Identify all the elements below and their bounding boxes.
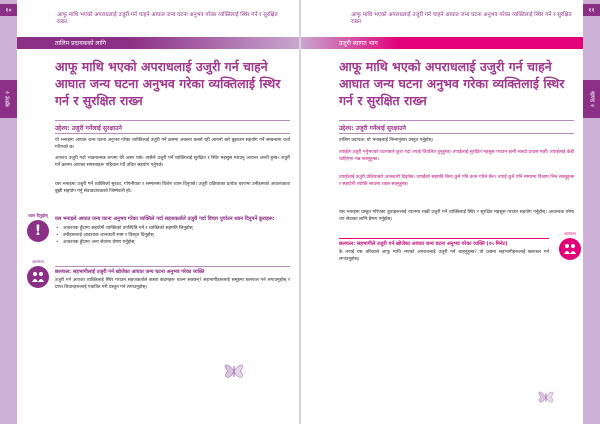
- group-discussion-icon: [27, 259, 49, 288]
- right-running-header: आफू माथि भएको अपराधलाई उजुरी गर्न चाहने आघात जन्य घटना अनुभव गरेका व्यक्तिलाई स्थिर गर्न र सुरक्षित राख्न: [351, 12, 572, 25]
- right-section-tab: खण्ड २: [583, 80, 600, 118]
- alert-icon-caption: ध्यान दिनुहोस्: [28, 213, 48, 218]
- right-discussion-box: [339, 231, 576, 262]
- left-bullet-list: [55, 225, 290, 246]
- discussion-icon-caption: छलफल: [564, 231, 576, 236]
- left-running-header: आफू माथि भएको अपराधलाई उजुरी गर्न चाहने आघात जन्य घटना अनुभव गरेका व्यक्तिलाई स्थिर गर्न र सुरक्षित राख्न: [57, 12, 278, 25]
- left-paragraph-3: यस भनाइमा उजुरी गर्ने व्यक्तिको सुरक्षा, गोपनीयता र सम्मानमा विशेष ध्यान दिनुपर्छ। उजुरी प्रक्रियाका प्रत्येक चरणमा उनीहरूको आवश्यकता बुझी सहयोग गर्नु सेवाप्रदायकको जिम्मेवारी हो।: [55, 182, 290, 194]
- left-page-number: १०: [0, 4, 17, 16]
- left-section-bar: तालिम प्रदायकको लागि: [17, 37, 299, 49]
- right-magenta-paragraph-1: तपाईंले उजुरी गर्नुभएको घटनाबारे कुरा गर्दा तपाईं विचलित हुनुहुन्छ। तपाईंलाई सुरक्षित महसुस गराउन हामी सक्दो प्रयास गर्छौं। तपाईंलाई केही चाहिएमा भन्न सक्नुहुन्छ।: [339, 150, 574, 162]
- left-title-rule: [55, 120, 290, 121]
- right-discussion-title: छलफल: सहभागीले उजुरी गर्न खोजेका आघात जन्य घटना अनुभव गरेका व्यक्ति (१५ मिनेट): [339, 238, 549, 248]
- left-discussion-title: छलफल: सहभागीलाई उजुरी गर्न खोजेका आघात जन्य घटना अनुभव गरेका व्यक्ति: [55, 266, 290, 276]
- right-objective-rule: [339, 133, 574, 134]
- left-discussion-text: उजुरी गर्न आएका व्यक्तिलाई स्थिर गराउन सहजकर्ताले कस्ता कदमहरू चाल्न सक्छन्? सहभागीहरूलाई समूहमा छलफल गर्न लगाउनुहोस् र प्राप्त विचारहरूलाई एकत्रित गरी प्रस्तुत गर्न लगाउनुहोस्।: [55, 278, 290, 290]
- right-page-number: ११: [583, 4, 600, 16]
- left-objective: उद्देश्य: उजुरी गर्नेलाई सुरक्षाउने: [55, 125, 122, 132]
- people-icon: [31, 271, 45, 283]
- right-title-rule: [339, 120, 574, 121]
- list-item: • आवश्यक हुँदामा अन्य सेवामा प्रेषण गर्नुहोस्: [55, 239, 290, 246]
- right-page-title: आफू माथि भएको अपराधलाई उजुरी गर्न चाहने आघात जन्य घटना अनुभव गरेका व्यक्तिलाई स्थिर गर्न र सुरक्षित राख्न: [339, 59, 565, 108]
- left-discussion-box: [32, 259, 290, 290]
- right-magenta-paragraph-2: तपाईंलाई उजुरी प्रक्रियाबारे जानकारी दिइनेछ। तपाईंको सहमति बिना कुनै पनि काम गरिने छैन। तपाईं कुनै पनि समयमा विश्राम लिन सक्नुहुन्छ र सहयोगी व्यक्ति साथमा राख्न सक्नुहुन्छ।: [339, 175, 574, 187]
- right-side-strip: [583, 0, 600, 424]
- right-intro: तालिम प्रदायक: यो भनाइलाई निम्नानुसार प्रस्तुत गर्नुहोस्।: [339, 138, 434, 143]
- left-page-title: आफू माथि भएको अपराधलाई उजुरी गर्न चाहने आघात जन्य घटना अनुभव गरेका व्यक्तिलाई स्थिर गर्न र सुरक्षित राख्न: [55, 59, 281, 108]
- right-page: [301, 0, 583, 424]
- right-closing-paragraph: यस भनाइमा प्रस्तुत गरिएका कुराहरूलाई ध्यानमा राखी उजुरी गर्ने व्यक्तिलाई स्थिर र सुरक्षित महसुस गराउन सहयोग गर्नुहोस्। आवश्यक परेमा थप सेवाका लागि प्रेषण गर्नुहोस्।: [339, 210, 574, 222]
- left-side-strip: [0, 0, 17, 424]
- left-page: [17, 0, 299, 424]
- left-section-tab: खण्ड २: [0, 80, 17, 118]
- right-discussion-text: के तपाईं यस तरिकाले आफू माथि भएको अपराधलाई उजुरी गर्न चाहनुहुन्छ? यो प्रश्नमा सहभागीहरूलाई छलफल गर्न लगाउनुहोस्।: [339, 250, 549, 262]
- left-objective-rule: [55, 133, 290, 134]
- right-objective: उद्देश्य: उजुरी गर्नेलाई सुरक्षाउने: [339, 125, 406, 132]
- left-alert-title: यस भनाइले आघात जन्य घटना अनुभव गरेका व्यक्तिले गर्दा सहजकर्ताले उजुरी गर्दा विचार पुर्याउन ध्यान दिनुपर्ने कुराहरू:: [55, 216, 275, 222]
- right-section-bar: उजुरी स्वागत भाग: [301, 37, 583, 49]
- discussion-icon-caption: छलफल: [32, 259, 44, 264]
- butterfly-icon: [536, 388, 556, 406]
- list-item: • उनीहरूलाई आवश्यक जानकारी स्पष्ट र विस्तृत दिनुहोस्: [55, 232, 290, 239]
- group-discussion-icon: [559, 231, 581, 260]
- list-item: • आवश्यक हुँदामा सहयोगी व्यक्तिको उपस्थिति गर्ने र व्यक्तिको सहमति लिनुहोस्: [55, 225, 290, 232]
- exclamation-icon: ध्यान दिनुहोस् !: [27, 220, 49, 242]
- left-alert-block: [28, 213, 290, 246]
- people-icon: [563, 243, 577, 255]
- left-paragraph-2: अपराध उजुरी गर्दा भावनात्मक रूपमा धेरै असर पर्छ। त्यसैले उजुरी गर्ने व्यक्तिलाई सुरक्षित र स्थिर महसुस गराउनु अत्यन्त जरुरी हुन्छ। उजुरी गर्ने क्रममा आएका समस्याहरू पहिचान गर्दै उचित सहयोग गर्नुपर्छ।: [55, 156, 290, 168]
- butterfly-icon: [222, 360, 246, 382]
- left-paragraph-1: यो भनाइमा आघात जन्य घटना अनुभव गरेका व्यक्तिलाई उजुरी गर्ने क्रममा अवस्था कस्तो रही आफ्नो बारे बुझाउन सहयोग गर्ने सम्बन्धमा चर्चा गरिएको छ।: [55, 138, 290, 150]
